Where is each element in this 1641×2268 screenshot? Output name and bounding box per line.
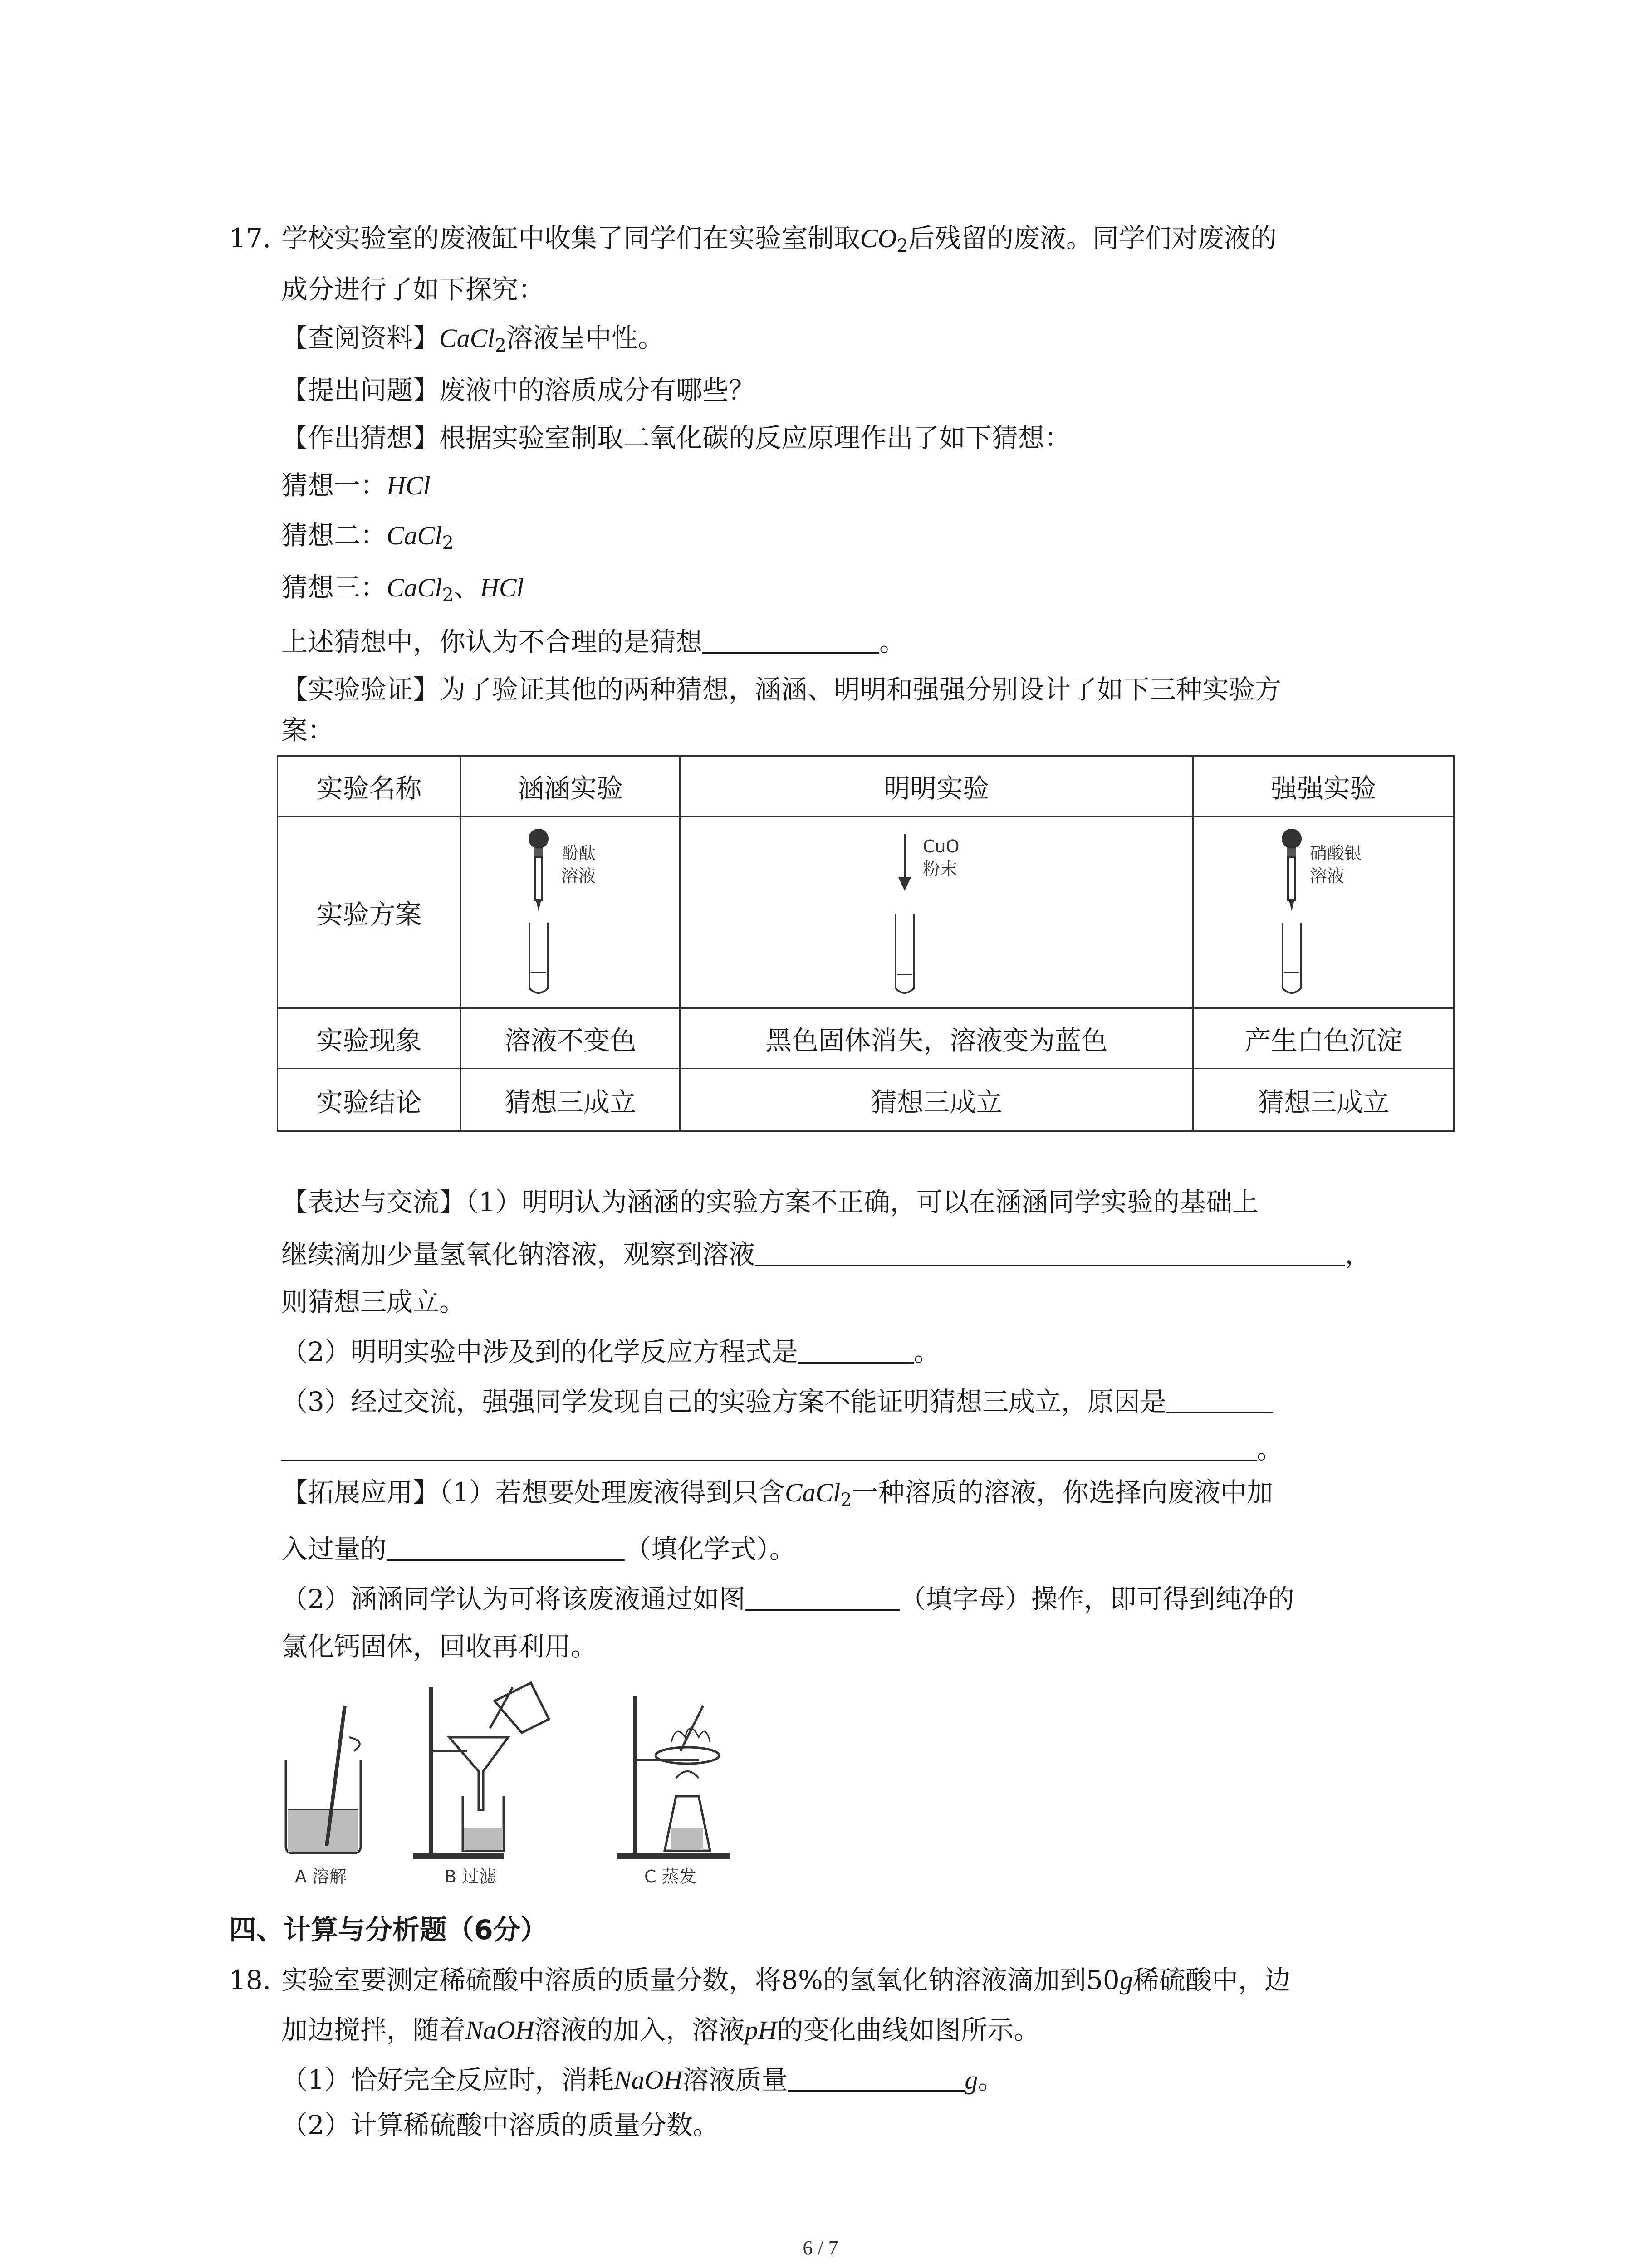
- unreasonable-guess-line: 上述猜想中，你认为不合理的是猜想 。: [281, 626, 906, 657]
- header-qiangqiang: 强强实验: [1193, 756, 1454, 816]
- reagent-b-line1: CuO: [923, 836, 960, 856]
- exchange-line-2: 继续滴加少量氢氧化钠溶液，观察到溶液 ，: [281, 1239, 1372, 1270]
- exchange-line-1: 【表达与交流】（1）明明认为涵涵的实验方案不正确，可以在涵涵同学实验的基础上: [281, 1187, 1259, 1217]
- row-label-scheme: 实验方案: [278, 816, 461, 1008]
- q17-intro-line-1: 学校实验室的废液缸中收集了同学们在实验室制取$CO_2$后残留的废液。同学们对废液的: [281, 223, 1277, 256]
- answer-blank-reason[interactable]: [281, 1433, 1257, 1461]
- q17-intro-line-2: 成分进行了如下探究：: [281, 274, 545, 305]
- answer-blank-reason-start[interactable]: [1166, 1386, 1273, 1413]
- exchange-q3-line-2: 。: [281, 1431, 1283, 1467]
- header-hanhan: 涵涵实验: [461, 756, 680, 816]
- reagent-c-line2: 溶液: [1310, 866, 1345, 886]
- q18-line-3: （1）恰好完全反应时，消耗NaOH溶液质量 g。: [281, 2064, 1004, 2095]
- conclusion-hanhan: 猜想三成立: [461, 1069, 680, 1131]
- question-18-number: 18.: [229, 1965, 271, 1995]
- q18-line-2: 加边搅拌，随着NaOH溶液的加入，溶液pH的变化曲线如图所示。: [281, 2014, 1040, 2045]
- evaporation-stand-icon: [617, 1696, 730, 1859]
- dropper-tube-diagram-a: [502, 818, 638, 1000]
- filtration-stand-icon: [413, 1683, 549, 1859]
- q18-line-4: （2）计算稀硫酸中溶质的质量分数。: [281, 2110, 719, 2141]
- q18-line-1: 实验室要测定稀硫酸中溶质的质量分数，将8%的氢氧化钠溶液滴加到50g稀硫酸中，边: [281, 1965, 1291, 1995]
- phenomenon-mingming: 黑色固体消失，溶液变为蓝色: [680, 1008, 1193, 1069]
- phenomenon-qiangqiang: 产生白色沉淀: [1193, 1008, 1454, 1069]
- phenomenon-hanhan: 溶液不变色: [461, 1008, 680, 1069]
- guess-three: 猜想三：CaCl$_2$、HCl: [281, 572, 524, 606]
- page-number: 6 / 7: [803, 2237, 838, 2259]
- scheme-mingming: [680, 816, 1193, 1008]
- row-label-phenomenon: 实验现象: [278, 1008, 461, 1069]
- extension-line-1: 【拓展应用】（1）若想要处理废液得到只含CaCl$_2$一种溶质的溶液，你选择向废液中加: [281, 1477, 1273, 1510]
- header-mingming: 明明实验: [680, 756, 1193, 816]
- conclusion-mingming: 猜想三成立: [680, 1069, 1193, 1131]
- answer-blank-guess[interactable]: [702, 626, 879, 654]
- question-line: 【提出问题】废液中的溶质成分有哪些？: [281, 375, 755, 406]
- caption-b: B 过滤: [445, 1867, 497, 1887]
- apparatus-figures: [277, 1674, 776, 1892]
- caption-a: A 溶解: [295, 1867, 347, 1887]
- beaker-dissolve-icon: [286, 1706, 361, 1853]
- question-17-number: 17.: [229, 223, 271, 254]
- experiment-table: [277, 755, 1455, 1132]
- extension-line-3: （2）涵涵同学认为可将该废液通过如图 （填字母）操作，即可得到纯净的: [281, 1584, 1294, 1614]
- answer-blank-mass[interactable]: [788, 2064, 965, 2092]
- scheme-qiangqiang: [1193, 816, 1454, 1008]
- answer-blank-equation[interactable]: [798, 1336, 914, 1364]
- extension-line-2: 入过量的 （填化学式）。: [281, 1534, 796, 1564]
- answer-blank-observation[interactable]: [755, 1238, 1345, 1266]
- verify-line-2: 案：: [281, 715, 334, 746]
- dropper-tube-diagram-c: [1255, 818, 1391, 1000]
- section-four-title: 四、计算与分析题（6分）: [229, 1914, 548, 1946]
- hypothesis-line: 【作出猜想】根据实验室制取二氧化碳的反应原理作出了如下猜想：: [281, 422, 1071, 453]
- spoon-tube-diagram-b: [868, 818, 1004, 1000]
- verify-line-1: 【实验验证】为了验证其他的两种猜想，涵涵、明明和强强分别设计了如下三种实验方: [281, 674, 1282, 705]
- row-label-conclusion: 实验结论: [278, 1069, 461, 1131]
- caption-c: C 蒸发: [644, 1867, 696, 1887]
- conclusion-qiangqiang: 猜想三成立: [1193, 1069, 1454, 1131]
- extension-line-4: 氯化钙固体，回收再利用。: [281, 1631, 598, 1662]
- reference-material-line: 【查阅资料】CaCl$_2$溶液呈中性。: [281, 323, 664, 356]
- answer-blank-letter[interactable]: [745, 1583, 900, 1611]
- exchange-q2-line: （2）明明实验中涉及到的化学反应方程式是 。: [281, 1336, 940, 1367]
- exchange-q3-line: （3）经过交流，强强同学发现自己的实验方案不能证明猜想三成立，原因是: [281, 1383, 1273, 1420]
- reagent-c-line1: 硝酸银: [1310, 843, 1362, 863]
- exchange-line-3: 则猜想三成立。: [281, 1286, 466, 1317]
- reagent-a-line2: 溶液: [561, 866, 596, 886]
- guess-two: 猜想二：CaCl$_2$: [281, 520, 454, 553]
- guess-one: 猜想一：HCl: [281, 470, 431, 501]
- reagent-a-line1: 酚酞: [561, 843, 596, 863]
- scheme-hanhan: [461, 816, 680, 1008]
- reagent-b-line2: 粉末: [923, 859, 958, 879]
- answer-blank-formula[interactable]: [387, 1533, 625, 1561]
- header-experiment-name: 实验名称: [278, 756, 461, 816]
